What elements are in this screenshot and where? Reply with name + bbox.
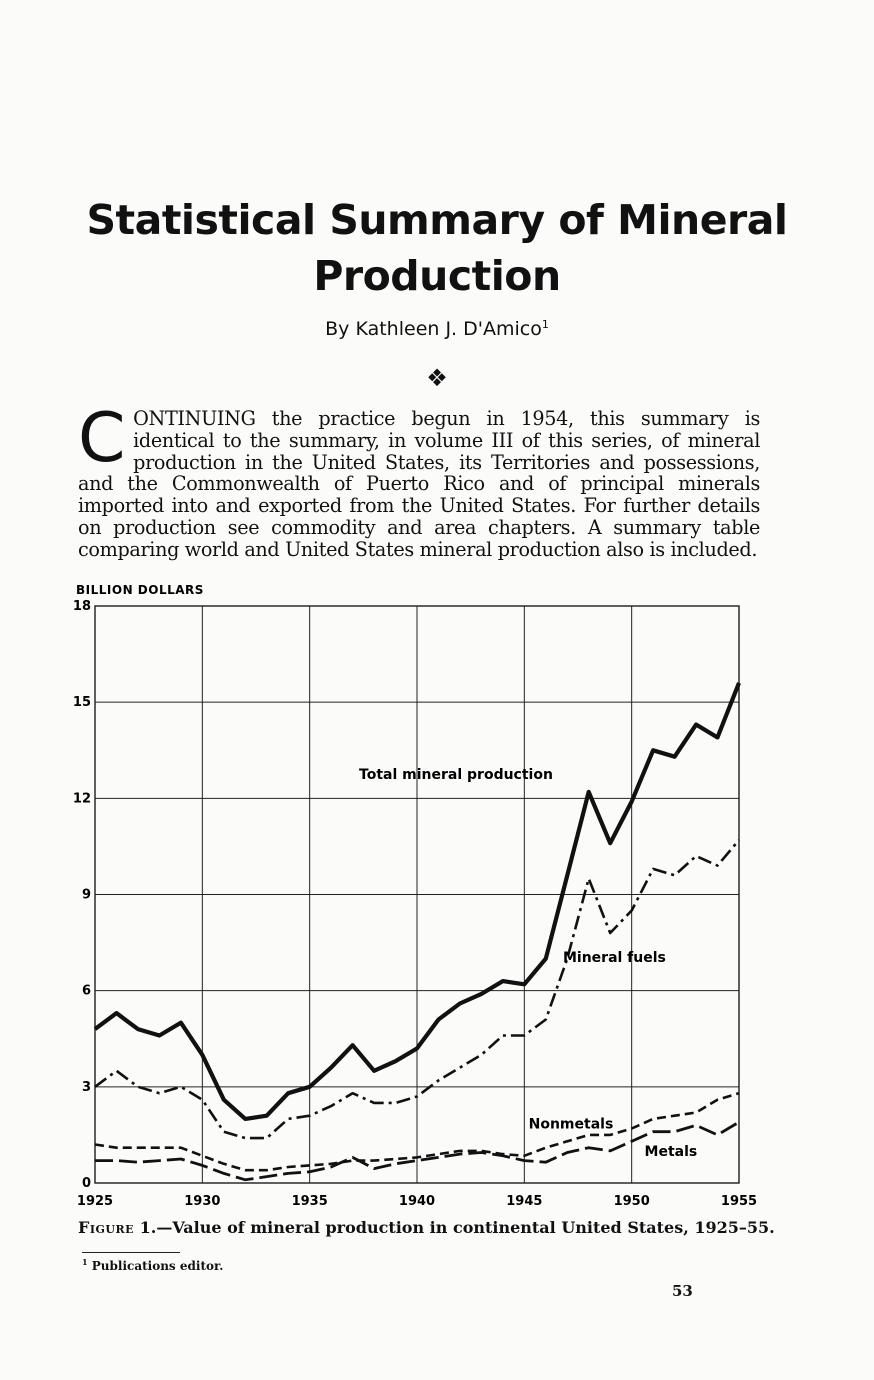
author-name: By Kathleen J. D'Amico (325, 318, 542, 340)
page-number: 53 (672, 1282, 693, 1300)
series-label-fuels: Mineral fuels (562, 949, 666, 966)
y-tick-label: 18 (72, 599, 91, 614)
y-tick-label: 6 (81, 983, 91, 999)
x-axis-ticks (77, 1194, 757, 1209)
line-chart (70, 578, 770, 1218)
figure-1-chart (70, 578, 770, 1218)
y-tick-label: 9 (81, 887, 91, 903)
series-label-total: Total mineral production (359, 767, 553, 784)
intro-text: ONTINUING the practice begun in 1954, this summary is identical to the summary, in volume III of this series, of mineral production in the United States, its Territories and possessions, and the Commonwealth of Puerto Rico and of principal minerals imported into and exported from the United States. For further details on production see commodity and area chapters. A summary table comparing world and United States mineral production also is included. (78, 407, 760, 561)
figure-caption (78, 1218, 778, 1237)
footnote-mark: 1 (82, 1257, 88, 1267)
series-label-metals: Metals (644, 1143, 698, 1160)
drop-cap: C (78, 399, 126, 478)
x-tick-label: 1950 (613, 1194, 650, 1209)
y-tick-label: 12 (72, 791, 91, 807)
title-line-1: Statistical Summary of Mineral (86, 196, 788, 244)
intro-paragraph (78, 399, 760, 561)
title-line-2: Production (313, 252, 561, 300)
x-tick-label: 1940 (398, 1194, 436, 1209)
series-labels (359, 767, 697, 1160)
series-label-nonmetals: Nonmetals (528, 1116, 614, 1133)
y-tick-label: 0 (81, 1176, 91, 1191)
x-tick-label: 1955 (720, 1194, 758, 1209)
y-tick-label: 15 (72, 695, 91, 711)
figure-word: Figure (78, 1218, 135, 1237)
article-title (0, 192, 874, 304)
y-axis-ticks (73, 599, 91, 1191)
y-axis-label: BILLION DOLLARS (76, 583, 204, 597)
x-tick-label: 1945 (506, 1194, 543, 1209)
ornament-icon: ❖ (426, 364, 448, 392)
footnote-text: Publications editor. (91, 1259, 224, 1273)
x-tick-label: 1935 (291, 1194, 328, 1209)
x-tick-label: 1930 (184, 1194, 221, 1209)
y-tick-label: 3 (81, 1079, 91, 1095)
footnote (82, 1257, 223, 1273)
footnote-rule (82, 1252, 180, 1253)
x-tick-label: 1925 (76, 1194, 114, 1209)
byline (0, 318, 874, 340)
author-footnote-mark[interactable]: 1 (541, 318, 549, 331)
caption-text: 1.—Value of mineral production in continental United States, 1925–55. (139, 1218, 775, 1237)
